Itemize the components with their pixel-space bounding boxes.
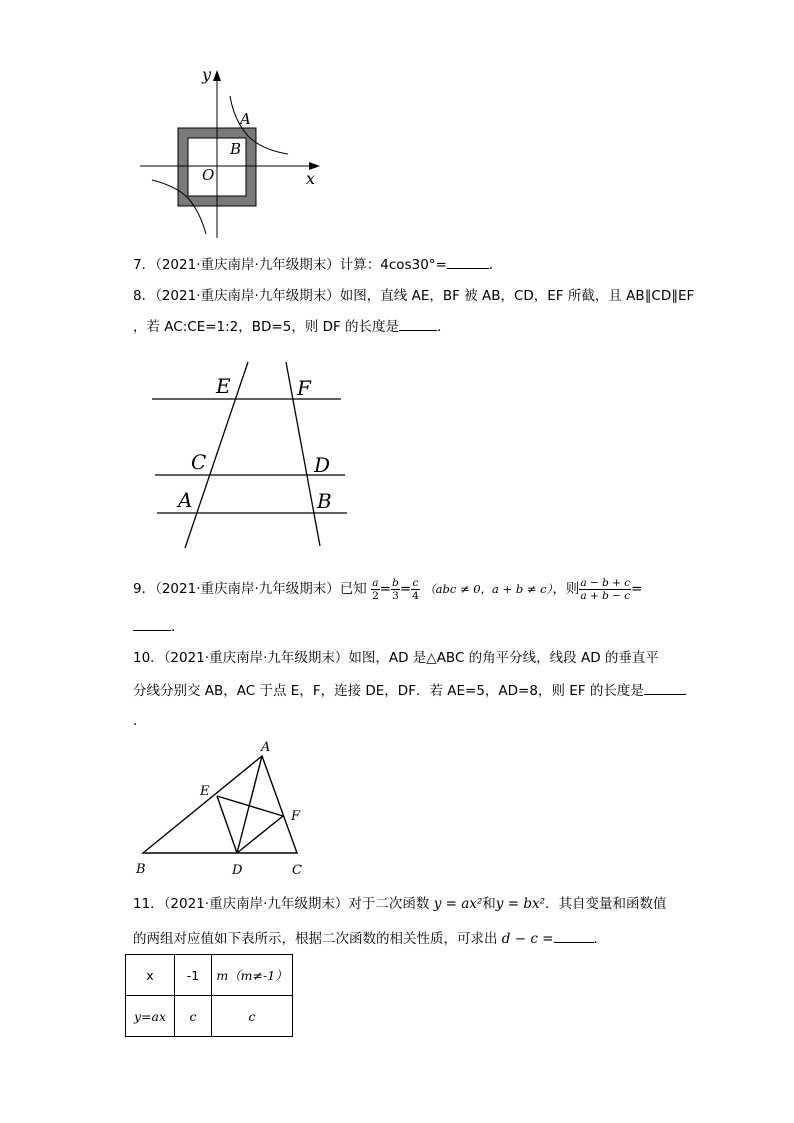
equals-sign-2: = (631, 581, 643, 597)
q10-answer-blank[interactable] (644, 682, 686, 695)
segment-EF (217, 796, 283, 816)
fig-coordinate-square (130, 62, 330, 242)
question-7 (133, 256, 502, 274)
q8-line2: ，若 AC:CE=1:2，BD=5，则 DF 的长度是 (133, 319, 400, 335)
q11-formula-1: y = ax² (433, 896, 483, 912)
table-row (126, 955, 293, 996)
q9-known: 已知 (339, 581, 367, 597)
label-A: A (178, 488, 193, 512)
label-C: C (191, 450, 207, 474)
label-E: E (200, 784, 210, 799)
question-8-line2 (133, 318, 451, 336)
q11-line2: 的两组对应值如下表所示，根据二次函数的相关性质，可求出 (133, 931, 502, 947)
table-row (126, 996, 293, 1037)
q7-answer-blank[interactable] (447, 256, 489, 269)
label-B: B (230, 140, 242, 158)
q9-answer-blank[interactable] (133, 618, 171, 631)
label-B: B (317, 489, 332, 513)
question-11-line2 (133, 930, 607, 948)
table-cell: m（m≠-1） (212, 955, 293, 996)
label-F: F (291, 809, 301, 824)
fig-triangle (130, 736, 320, 881)
question-11-line1 (133, 895, 667, 913)
question-8-line1 (133, 287, 694, 305)
q7-text: 计算：4cos30°= (339, 257, 447, 273)
label-O: O (202, 166, 215, 184)
q11-answer-blank[interactable] (554, 930, 594, 943)
q8-line1: 如图，直线 AE，BF 被 AB，CD，EF 所截，且 AB∥CD∥EF (339, 288, 695, 304)
question-9 (133, 576, 642, 602)
q10-source: （2021·重庆南岸·九年级期末） (163, 650, 349, 666)
fraction-a-over-2: $\frac{a}{2}$ (372, 576, 379, 602)
equals-sign: = (399, 581, 412, 597)
q11-text-b: 和 (482, 896, 496, 912)
label-F: F (297, 376, 311, 400)
q10-end: ． (133, 713, 147, 729)
label-B: B (136, 862, 146, 877)
label-A: A (240, 110, 251, 128)
table-cell: -1 (175, 955, 212, 996)
fraction-b-over-3: $\frac{b}{3}$ (392, 576, 399, 602)
q10-number: 10． (133, 650, 164, 666)
label-A: A (261, 740, 271, 755)
fig-parallel-lines (145, 358, 355, 553)
question-10-line2 (133, 682, 686, 700)
q9-end: ． (171, 619, 185, 635)
fraction-c-over-4: $\frac{c}{4}$ (412, 576, 419, 602)
q11-number: 11． (133, 896, 164, 912)
q11-end: ． (593, 931, 607, 947)
q9-condition: （abc ≠ 0，a + b ≠ c） (424, 582, 553, 596)
table-cell: c (175, 996, 212, 1037)
table-cell: c (212, 996, 293, 1037)
q11-text-a: 对于二次函数 (348, 896, 434, 912)
q9-source: （2021·重庆南岸·九年级期末） (155, 581, 340, 597)
y-arrow (213, 70, 221, 81)
segment-DF (237, 816, 283, 853)
q10-line2: 分线分别交 AB，AC 于点 E，F，连接 DE，DF．若 AE=5，AD=8，则 EF 的长度是 (133, 683, 644, 699)
q7-end: ． (488, 257, 503, 273)
label-D: D (314, 453, 331, 477)
question-10-line1 (133, 649, 659, 667)
q10-line1: 如图，AD 是△ABC 的角平分线，线段 AD 的垂直平 (348, 650, 659, 666)
q11-expr: d − c = (501, 931, 554, 947)
table-cell: x (126, 955, 175, 996)
q7-source: （2021·重庆南岸·九年级期末） (155, 257, 340, 273)
question-10-line3 (133, 712, 147, 730)
segment-AD (237, 756, 262, 853)
q11-source: （2021·重庆南岸·九年级期末） (163, 896, 349, 912)
equals-sign: = (379, 581, 392, 597)
q9-then: ，则 (552, 581, 580, 597)
q8-source: （2021·重庆南岸·九年级期末） (155, 288, 340, 304)
table-cell: y=ax (126, 996, 175, 1037)
segment-DE (217, 796, 237, 853)
fraction-expression: $\frac{a - b + c}{a + b - c}$ (580, 576, 631, 602)
value-table (125, 954, 293, 1037)
q8-number: 8． (133, 288, 156, 304)
q8-end: ． (437, 319, 451, 335)
q11-text-c: ．其自变量和函数值 (545, 896, 667, 912)
label-x: x (306, 169, 316, 188)
label-C: C (292, 863, 302, 878)
q8-answer-blank[interactable] (399, 318, 437, 331)
label-E: E (216, 374, 231, 398)
label-D: D (232, 863, 243, 878)
q9-number: 9． (133, 581, 156, 597)
label-y: y (202, 65, 212, 84)
question-9-line2 (133, 618, 185, 636)
q11-formula-2: y = bx² (495, 896, 545, 912)
q7-number: 7． (133, 257, 156, 273)
